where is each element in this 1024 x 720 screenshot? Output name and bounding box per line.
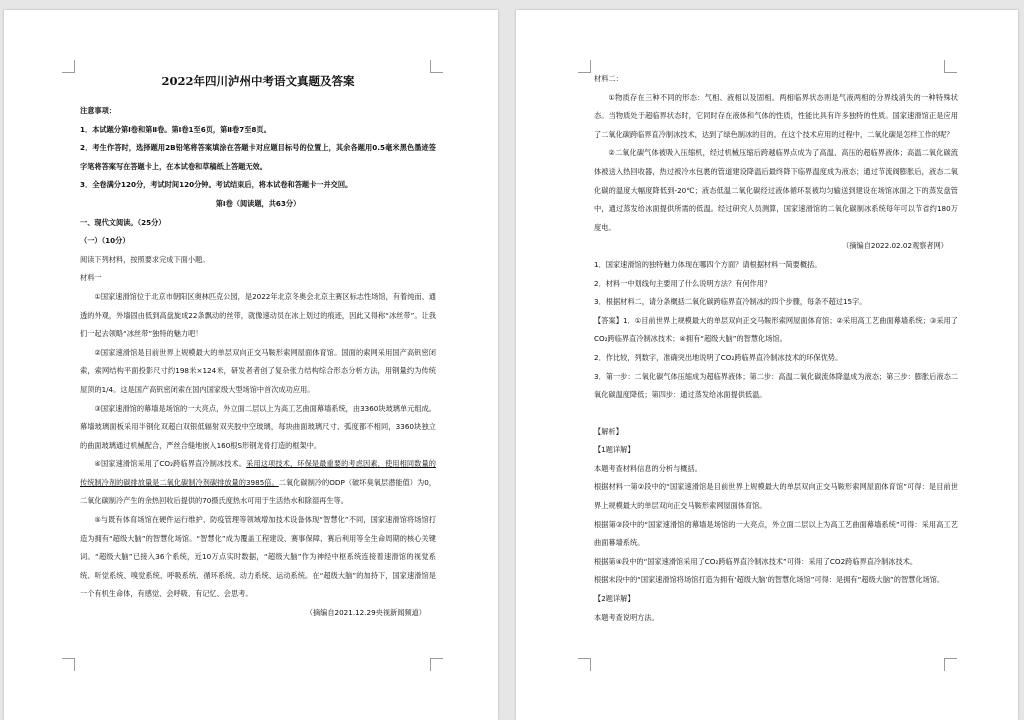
volume-heading: 第Ⅰ卷（阅读题，共63分） bbox=[215, 198, 301, 208]
paragraph: ②国家速滑馆是目前世界上规模最大的单层双向正交马鞍形索网屋面体育馆。国面的索网采用国产高钒密闭索，索网结构平面投影尺寸约198米×124米，研发者者创了复杂张力结构综合形态分析方法，用钢量约为传统屋顶的1/4。这是国产高钒密闭索在国内国家级大型场馆中首次成功应用。 bbox=[80, 347, 436, 394]
material-label: 材料一 bbox=[80, 273, 102, 283]
answer-label: 【答案】 bbox=[594, 315, 623, 325]
question-analysis-label: 【2题详解】 bbox=[594, 594, 635, 604]
answer: 3．第一步：二氧化碳气体压缩成为超临界液体；第二步：高温二氧化碳流体降温成为液态；第三步：膨胀后液态二氧化碳温度降低；第四步：通过蒸发给冰面提供低温。 bbox=[594, 371, 958, 400]
crop-mark bbox=[62, 658, 75, 671]
question: 1．国家速滑馆的独特魅力体现在哪四个方面？请根据材料一简要概括。 bbox=[594, 259, 822, 269]
analysis-line: 根据第③段中的“国家速滑馆的幕墙是场馆的一大亮点，外立面二层以上为高工艺曲面幕墙系统”可得：采用高工艺曲面幕墙系统。 bbox=[594, 519, 958, 548]
paragraph-text: 二氧化碳制冷的ODP（破坏臭氧层潜能值）为0，二氧化碳制冷产生的余热回收后提供的70摄氏度热水可用于生活热水和除湿再生等。 bbox=[80, 477, 436, 506]
crop-mark bbox=[578, 658, 591, 671]
instruction-text: 阅读下列材料，按照要求完成下面小题。 bbox=[80, 254, 210, 264]
subsection-heading: （一）（10分） bbox=[80, 236, 130, 246]
document-page-left bbox=[4, 10, 498, 720]
analysis-line: 本题考查材料信息的分析与概括。 bbox=[594, 463, 702, 473]
source-citation: （摘编自2022.02.02观察者网） bbox=[842, 241, 948, 251]
analysis-line: 根据第④段中的“国家速滑馆采用了CO₂跨临界直冷制冰技术”可得：采用了CO2跨临界直冷制冰技术。 bbox=[594, 556, 918, 566]
analysis-line: 本题考查说明方法。 bbox=[594, 612, 659, 622]
question-analysis-label: 【1题详解】 bbox=[594, 445, 635, 455]
analysis-line: 根据末段中的“国家速滑馆将场馆打造为拥有‘超级大脑’的智慧化场馆”可得：是拥有“超级大脑”的智慧化场馆。 bbox=[594, 575, 945, 585]
answer bbox=[594, 312, 958, 349]
notes-heading: 注意事项： bbox=[80, 106, 116, 115]
page-content bbox=[594, 70, 958, 627]
section-heading: 一、现代文阅读。（25分） bbox=[80, 217, 166, 227]
paragraph: ①物质存在三种不同的形态：气相、液相以及固相。两相临界状态则是气液两相的分界线消失的一种特殊状态。当物质处于超临界状态时，它同时存在液体和气体的性质，性能比具有许多独特的性质。国家速滑馆正是应用了二氧化碳跨临界直冷制冰技术，达到了绿色制冰的目的。在这个技术应用的过程中，二氧化碳是怎样工作的呢？ bbox=[594, 92, 958, 139]
note-item: 1．本试题分第Ⅰ卷和第Ⅱ卷。第Ⅰ卷1至6页，第Ⅱ卷7至8页。 bbox=[80, 124, 271, 134]
question: 2．材料一中划线句主要用了什么说明方法？有何作用？ bbox=[594, 278, 772, 288]
spacer bbox=[594, 405, 958, 423]
paragraph-text: ④国家速滑馆采用了CO₂跨临界直冷制冰技术。 bbox=[94, 459, 247, 469]
note-item: 2．考生作答时，选择题用2B铅笔将答案填涂在答题卡对应题目标号的位置上，其余各题用0.5毫米黑色墨迹签字笔将答案写在答题卡上，在本试卷和草稿纸上答题无效。 bbox=[80, 143, 436, 171]
crop-mark bbox=[944, 658, 957, 671]
answer-text: 1．①目前世界上规模最大的单层双向正交马鞍形索网屋面体育馆；②采用高工艺曲面幕墙系统；③采用了CO₂跨临界直冷制冰技术；④拥有“超级大脑”的智慧化场馆。 bbox=[594, 315, 958, 344]
underlined-sentence: 采用这项技术，环保是最重要的考虑因素，使用相同数量的传统制冷剂的碳排放量是二氧化碳制冷剂碳排放量的3985倍。 bbox=[80, 459, 436, 487]
material-label: 材料二： bbox=[594, 74, 623, 83]
source-citation: （摘编自2021.12.29央视新闻频道） bbox=[305, 608, 426, 618]
crop-mark bbox=[62, 60, 75, 73]
paragraph: ②二氧化碳气体被吸入压缩机，经过机械压缩后跨越临界点成为了高温、高压的超临界液体；高温二氧化碳流体被送入热回收器，热过被冷水包裹的管道建设降温后最终降下临界温度成为液态；通过节流阀膨胀后，液态二氧化碳的温度大幅度降低到-20℃；液态低温二氧化碳经过液体循环泵被均匀输送到建设在场馆冰面之下的蒸发盘管中，通过蒸发给冰面提供所需的低温。经过研究人员测算，国家速滑馆的二氧化碳制冰系统每年可以节省约180万度电。 bbox=[594, 148, 958, 232]
paragraph: ③国家速滑馆的幕墙是场馆的一大亮点，外立面二层以上为高工艺曲面幕墙系统，由3360块玻璃单元组成。幕墙玻璃面板采用半钢化双超白双银低辐射双夹胶中空玻璃，每块曲面玻璃尺寸、弧度都不相同，3360块独立的曲面玻璃通过机械配合，严丝合缝地嵌入160根S形钢龙骨打造的框架中。 bbox=[80, 403, 436, 450]
page-content bbox=[80, 68, 436, 623]
paragraph: ①国家速滑馆位于北京市朝阳区奥林匹克公园，是2022年北京冬奥会北京主赛区标志性场馆，有着纯而、通透的外观，外墙固由低到高盘旋成22条飘动的丝带，就像速动员在冰上划过的痕迹，因此又得称“冰丝带”。让我们一起去领略“冰丝带”独特的魅力吧！ bbox=[80, 291, 436, 339]
document-title: 2022年四川泸州中考语文真题及答案 bbox=[161, 74, 355, 88]
analysis-label: 【解析】 bbox=[594, 426, 623, 436]
note-item: 3．全卷满分120分，考试时间120分钟。考试结束后，将本试卷和答题卡一并交回。 bbox=[80, 180, 353, 190]
analysis-line: 根据材料一第②段中的“国家速滑馆是目前世界上规模最大的单层双向正交马鞍形索网屋面体育馆”可得：是目前世界上规模最大的单层双向正交马鞍形索网屋面体育馆。 bbox=[594, 482, 958, 511]
document-page-right bbox=[516, 10, 1018, 720]
crop-mark bbox=[430, 658, 443, 671]
crop-mark bbox=[578, 60, 591, 73]
answer: 2．作比较，列数字，准确突出地说明了CO₂跨临界直冷制冰技术的环保优势。 bbox=[594, 352, 843, 362]
question: 3．根据材料二，请分条概括二氧化碳跨临界直冷制冰的四个步骤，每条不超过15字。 bbox=[594, 297, 867, 307]
paragraph bbox=[80, 455, 436, 511]
paragraph: ⑤与既有体育场馆在硬件运行维护、防疫管理等领域增加技术设备体现“智慧化”不同，国家速滑馆将场馆打造为拥有“超级大脑”的智慧化场馆。“智慧化”成为覆盖工程建设、赛事保障、赛后利用等全生命周期的核心关键词。“超级大脑”已接入36个系统，近10万点实时数据，“超级大脑”作为神经中枢系统连接着速滑馆的视觉系统、听觉系统、嗅觉系统、呼吸系统、循环系统、动力系统、运动系统。在“超级大脑”的加持下，国家速滑馆是一个有机生命体，有感觉、会呼吸、有记忆、会思考。 bbox=[80, 515, 436, 599]
